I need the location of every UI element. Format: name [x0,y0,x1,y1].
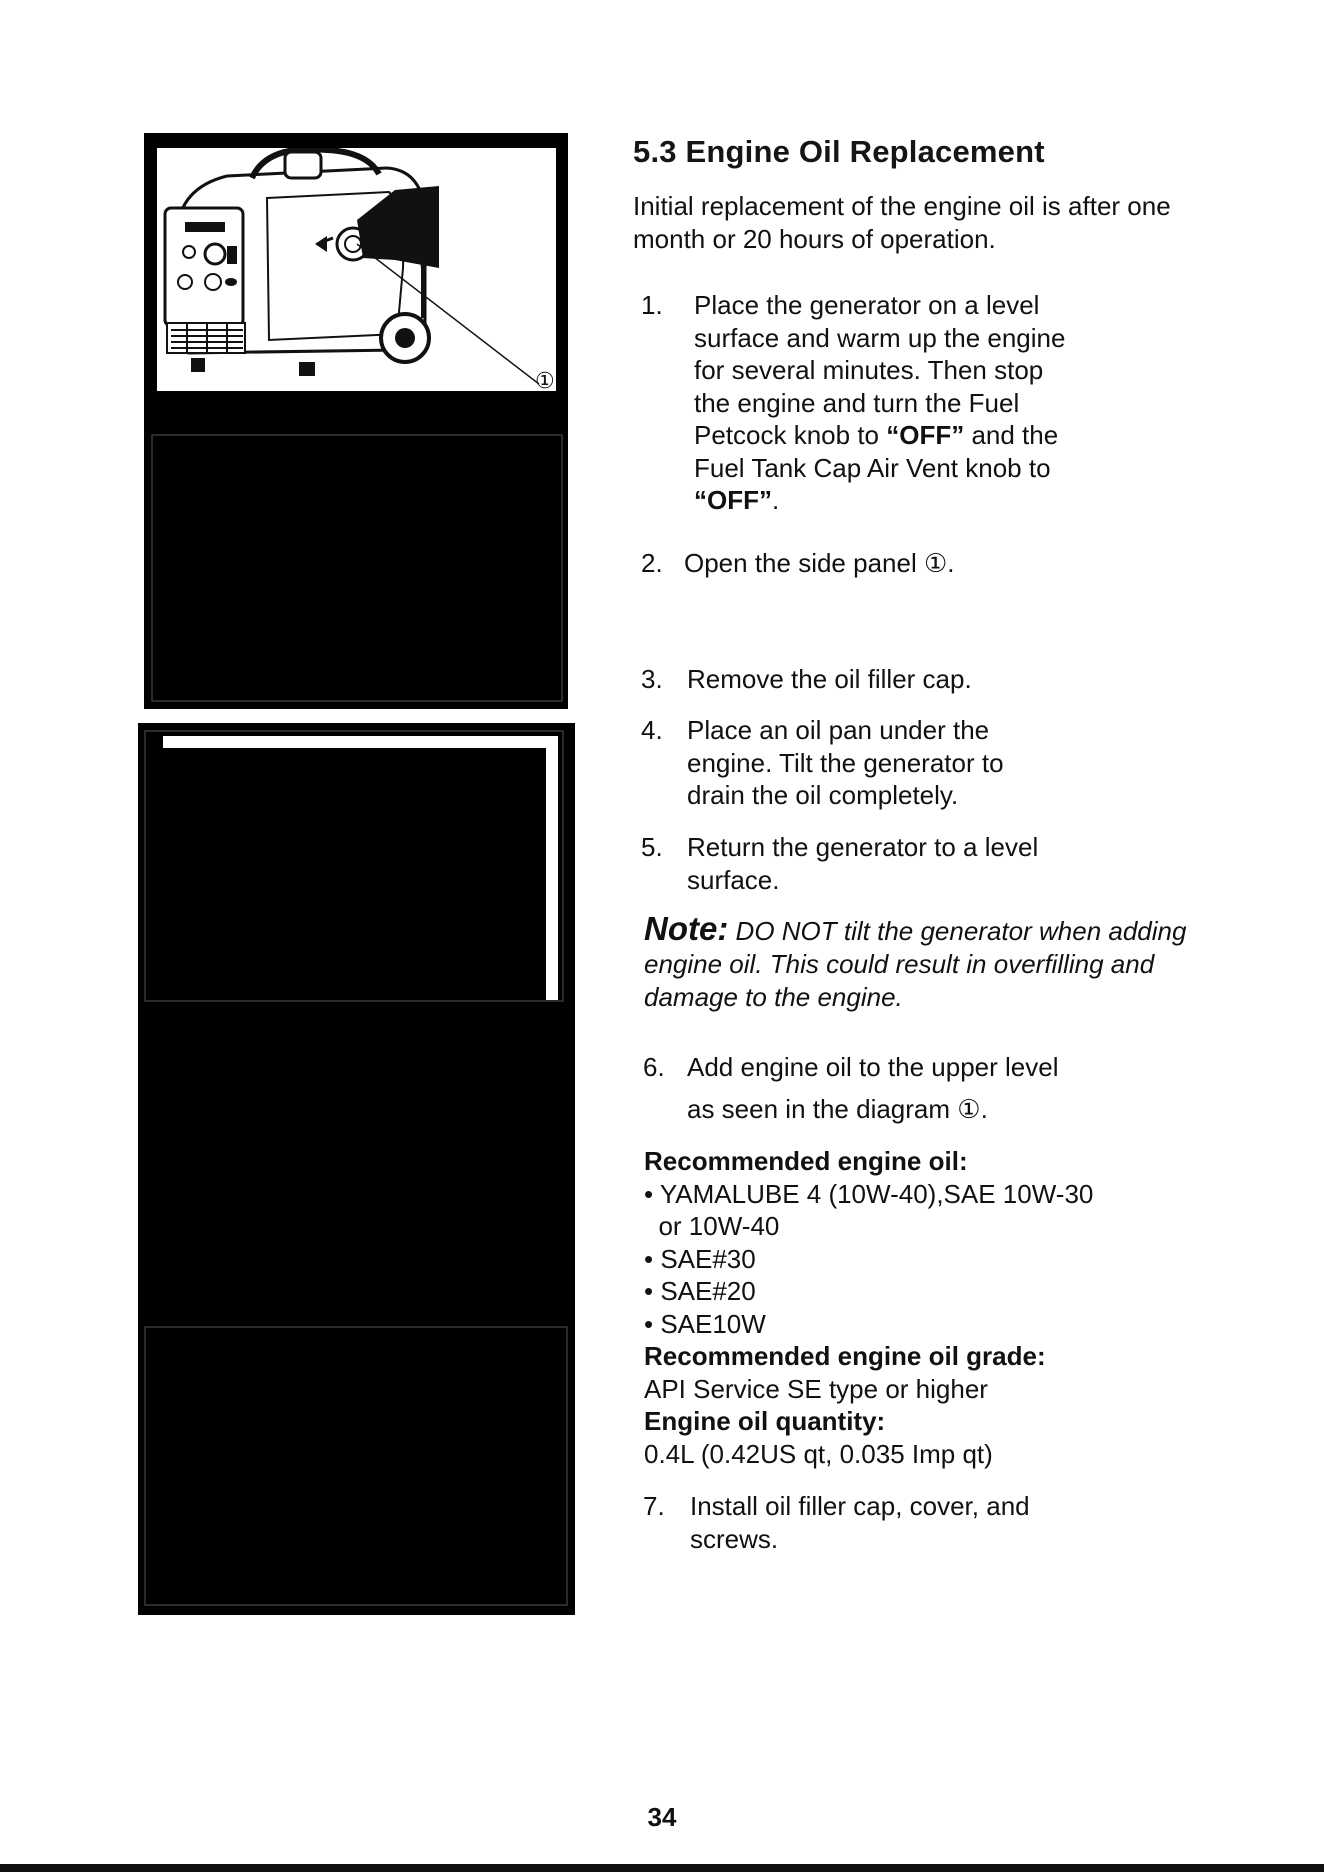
step-1-line-7: “OFF”. [694,485,780,515]
step-1-line-3: for several minutes. Then stop [694,355,1044,385]
step-6-line-2: as seen in the diagram ①. [687,1094,988,1124]
step-1-line-2: surface and warm up the engine [694,322,1066,353]
oil-quantity-value: 0.4L (0.42US qt, 0.035 Imp qt) [644,1438,993,1469]
oil-grade-value: API Service SE type or higher [644,1373,988,1404]
note-box [644,912,1204,1014]
generator-illustration-svg [157,148,556,391]
oil-item: • SAE#20 [644,1276,756,1306]
oil-item: • SAE#30 [644,1243,756,1274]
off-label: “OFF” [694,485,772,515]
oil-item: or 10W-40 [644,1211,780,1241]
oil-specifications [644,1145,1204,1470]
step-number: 4. [641,715,663,745]
step-number: 3. [641,664,663,694]
figure-1-inner-frame [151,434,563,702]
step-1-line-1: Place the generator on a level [694,290,1040,320]
page-number: 34 [647,1802,677,1832]
note-label: Note: [644,910,729,947]
step-1-line-5: Petcock knob to “OFF” and the [694,420,1059,450]
step-5-line-2: surface. [687,864,780,895]
oil-quantity-heading: Engine oil quantity: [644,1406,886,1436]
step-number: 5. [641,832,663,862]
step-6-line-1: Add engine oil to the upper level [687,1052,1059,1082]
generator-side-panel-illustration [157,148,556,391]
figure-2-inner-frame-top [144,730,564,1002]
note-text: DO NOT tilt the generator when adding engine oil. This could result in overfilling and damage to the engine. [644,916,1187,1012]
step-2-text: Open the side panel ①. [684,548,955,578]
recommended-oil-heading: Recommended engine oil: [644,1146,968,1176]
figure-2-inner-frame-bottom [144,1326,568,1606]
step-4-line-2: engine. Tilt the generator to [687,747,1004,778]
section-title: 5.3 Engine Oil Replacement [633,134,1045,169]
oil-grade-heading: Recommended engine oil grade: [644,1341,1046,1371]
step-7-line-1: Install oil filler cap, cover, and [690,1491,1030,1521]
step-3-text: Remove the oil filler cap. [687,664,972,694]
oil-item: • SAE10W [644,1308,766,1339]
step-number: 7. [643,1491,665,1521]
step-4-line-1: Place an oil pan under the [687,715,990,745]
step-1-line-4: the engine and turn the Fuel [694,387,1020,418]
off-label: “OFF” [886,420,965,450]
step-1-line-6: Fuel Tank Cap Air Vent knob to [694,452,1051,483]
step-7-line-2: screws. [690,1523,779,1554]
intro-paragraph: Initial replacement of the engine oil is after one month or 20 hours of operation. [633,191,1171,254]
step-number: 2. [641,548,663,578]
step-number: 1. [641,290,663,320]
step-number: 6. [643,1052,665,1082]
bottom-rule [0,1864,1324,1872]
oil-item: • YAMALUBE 4 (10W-40),SAE 10W-30 [644,1178,1094,1209]
callout-number-1: ① [535,368,555,391]
step-5-line-1: Return the generator to a level [687,832,1039,862]
step-4-line-3: drain the oil completely. [687,780,959,810]
